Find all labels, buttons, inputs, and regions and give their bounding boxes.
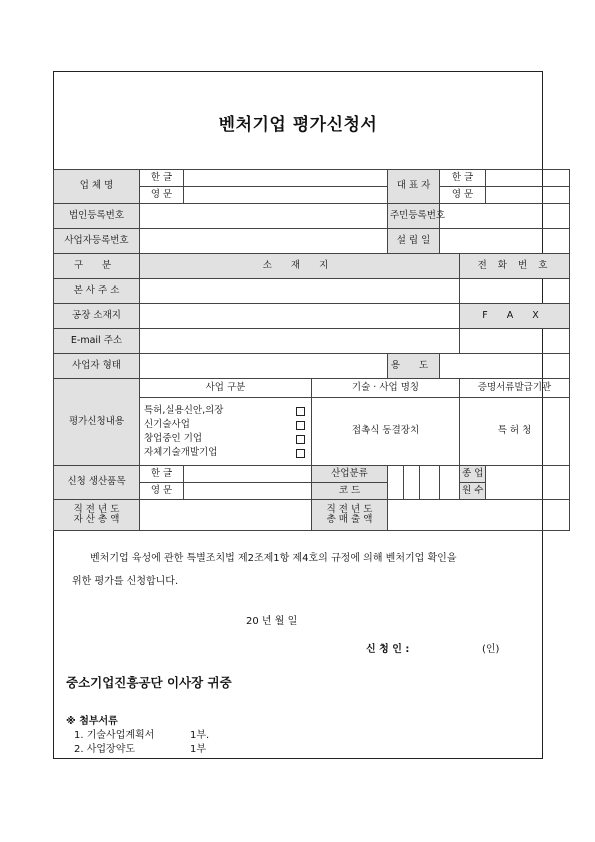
attachment-item: 2. 사업장약도 1부 — [74, 744, 207, 755]
product-korean-label: 한 글 — [140, 466, 184, 483]
usage-label: 용 도 — [388, 354, 440, 379]
products-label: 신청 생산품목 — [54, 466, 140, 500]
attachment-item: 1. 기술사업계획서 1부. — [74, 730, 210, 741]
biz-item[interactable]: 창업중인 기업 — [140, 432, 311, 446]
established-label: 설 립 일 — [388, 229, 440, 254]
tech-name-value[interactable]: 접촉식 동결장치 — [312, 398, 460, 466]
factory-label: 공장 소재지 — [54, 304, 140, 329]
usage-field[interactable] — [440, 354, 570, 379]
location-header: 소 재 지 — [140, 254, 460, 279]
corp-reg-field[interactable] — [140, 204, 388, 229]
company-english-label: 영 문 — [140, 187, 184, 204]
business-reg-label: 사업자등록번호 — [54, 229, 140, 254]
head-office-field[interactable] — [140, 279, 460, 304]
prev-sales-field[interactable] — [388, 500, 570, 531]
factory-field[interactable] — [140, 304, 460, 329]
company-korean-field[interactable] — [184, 170, 388, 187]
employees-field[interactable] — [486, 466, 570, 500]
representative-label: 대 표 자 — [388, 170, 440, 204]
prev-sales-label: 직 전 년 도 총 매 출 액 — [312, 500, 388, 531]
addressee: 중소기업진흥공단 이사장 귀중 — [66, 675, 232, 690]
email-field[interactable] — [140, 329, 460, 354]
industry-code-label-2: 코 드 — [312, 483, 388, 500]
applicant-label: 신 청 인 : — [366, 644, 410, 655]
company-name-label: 업 체 명 — [54, 170, 140, 204]
prev-assets-field[interactable] — [140, 500, 312, 531]
biz-category-list — [140, 398, 312, 466]
employees-label-2: 원 수 — [460, 483, 486, 500]
head-office-label: 본 사 주 소 — [54, 279, 140, 304]
head-office-phone-field[interactable] — [460, 279, 570, 304]
prev-assets-label: 직 전 년 도 자 산 총 액 — [54, 500, 140, 531]
resident-reg-label: 주민등록번호 — [388, 204, 440, 229]
checkbox[interactable] — [296, 421, 305, 430]
eval-content-label: 평가신청내용 — [54, 379, 140, 466]
attachments-header: ※ 첨부서류 — [66, 716, 118, 727]
seal-mark: (인) — [482, 644, 500, 655]
rep-korean-field[interactable] — [486, 170, 570, 187]
email-label: E-mail 주소 — [54, 329, 140, 354]
corp-reg-label: 법인등록번호 — [54, 204, 140, 229]
fax-field[interactable] — [460, 329, 570, 354]
rep-english-field[interactable] — [486, 187, 570, 204]
fax-label: F A X — [460, 304, 570, 329]
cert-issuer-header: 증명서류발급기관 — [460, 379, 570, 398]
tech-name-header: 기술 · 사업 명칭 — [312, 379, 460, 398]
checkbox[interactable] — [296, 449, 305, 458]
business-type-field[interactable] — [140, 354, 388, 379]
established-field[interactable] — [440, 229, 570, 254]
company-korean-label: 한 글 — [140, 170, 184, 187]
form-title: 벤처기업 평가신청서 — [218, 115, 378, 135]
industry-code-digit[interactable] — [440, 466, 460, 500]
industry-code-digit[interactable] — [404, 466, 420, 500]
business-reg-field[interactable] — [140, 229, 388, 254]
biz-item[interactable]: 특허,실용신안,의장 — [140, 404, 311, 418]
industry-code-digit[interactable] — [388, 466, 404, 500]
statement-line-1: 벤처기업 육성에 관한 특별조치법 제2조제1항 제4호의 규정에 의해 벤처기업 확인을 — [90, 553, 457, 564]
product-english-field[interactable] — [184, 483, 312, 500]
date-line: 20 년 월 일 — [246, 616, 298, 627]
biz-item[interactable]: 자체기술개발기업 — [140, 446, 311, 460]
category-header: 구 분 — [54, 254, 140, 279]
biz-item[interactable]: 신기술사업 — [140, 418, 311, 432]
resident-reg-field[interactable] — [440, 204, 570, 229]
form-table — [53, 169, 570, 531]
rep-english-label: 영 문 — [440, 187, 486, 204]
statement-line-2: 위한 평가를 신청합니다. — [72, 576, 179, 587]
checkbox[interactable] — [296, 435, 305, 444]
product-korean-field[interactable] — [184, 466, 312, 483]
checkbox[interactable] — [296, 407, 305, 416]
company-english-field[interactable] — [184, 187, 388, 204]
business-type-label: 사업자 형태 — [54, 354, 140, 379]
application-form — [53, 71, 552, 759]
rep-korean-label: 한 글 — [440, 170, 486, 187]
employees-label-1: 종 업 — [460, 466, 486, 483]
product-english-label: 영 문 — [140, 483, 184, 500]
biz-category-header: 사업 구분 — [140, 379, 312, 398]
industry-code-label-1: 산업분류 — [312, 466, 388, 483]
cert-issuer-value[interactable]: 특 허 청 — [460, 398, 570, 466]
industry-code-digit[interactable] — [420, 466, 440, 500]
phone-header: 전 화 번 호 — [460, 254, 570, 279]
